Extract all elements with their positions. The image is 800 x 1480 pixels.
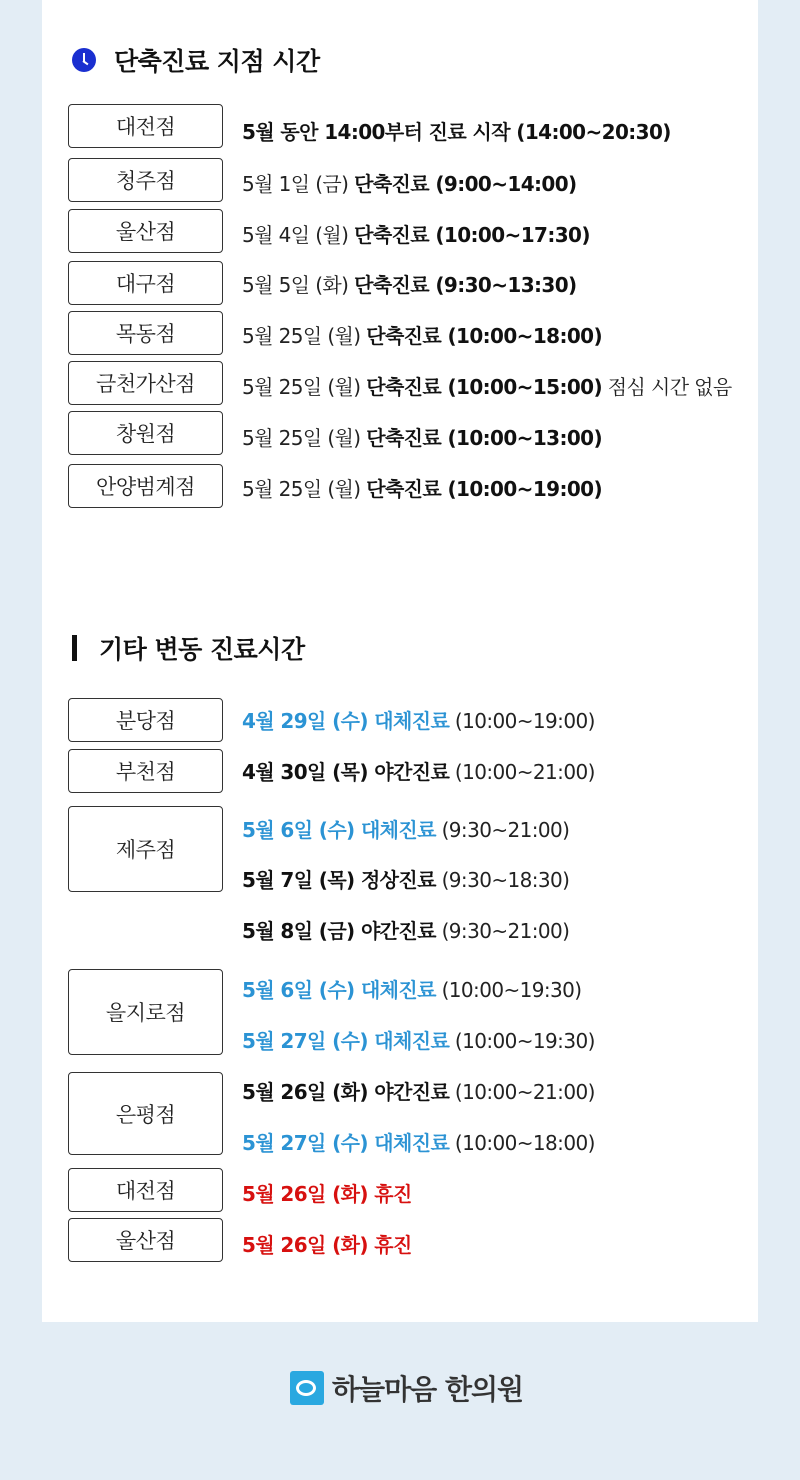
schedule-hours: 단축진료 (10:00~13:00) [366,426,603,450]
change-label: 5월 27일 (수) 대체진료 [242,1131,450,1155]
branch-jeju: 제주점 [68,806,223,892]
branch-bucheon: 부천점 [68,749,223,793]
branch-eunpyeong: 은평점 [68,1072,223,1155]
branch-mokdong: 목동점 [68,311,223,355]
change-line [242,1127,595,1156]
schedule-date: 5월 1일 (금) [242,172,355,196]
branch-changwon: 창원점 [68,411,223,455]
schedule-hours: 단축진료 (10:00~15:00) [366,375,603,399]
change-hours: (10:00~21:00) [449,1080,595,1104]
closure-label: 5월 26일 (화) 휴진 [242,1233,412,1257]
schedule-line [242,168,577,197]
hanul-logo-icon [290,1371,324,1405]
change-line [242,1178,412,1207]
schedule-line [242,219,590,248]
branch-daegu: 대구점 [68,261,223,305]
section-title-other-changes [72,630,305,666]
schedule-line [242,269,577,298]
schedule-line [242,320,602,349]
schedule-text: 5월 동안 14:00부터 진료 시작 (14:00~20:30) [242,120,671,144]
change-line [242,1025,595,1054]
schedule-date: 5월 4일 (월) [242,223,355,247]
section-title-text: 기타 변동 진료시간 [99,635,305,664]
change-label: 5월 27일 (수) 대체진료 [242,1029,450,1053]
change-label: 5월 6일 (수) 대체진료 [242,818,436,842]
change-hours: (9:30~21:00) [435,818,570,842]
change-line [242,1229,412,1258]
schedule-line [242,473,602,502]
branch-ulsan: 울산점 [68,209,223,253]
closure-label: 5월 26일 (화) 휴진 [242,1182,412,1206]
branch-cheongju: 청주점 [68,158,223,202]
schedule-line [242,116,671,145]
schedule-hours: 단축진료 (9:30~13:30) [354,273,577,297]
change-label: 5월 8일 (금) 야간진료 [242,919,436,943]
change-line [242,705,595,734]
schedule-hours: 단축진료 (10:00~18:00) [366,324,603,348]
schedule-line [242,422,602,451]
branch-daejeon: 대전점 [68,104,223,148]
change-hours: (10:00~19:30) [449,1029,595,1053]
change-label: 4월 29일 (수) 대체진료 [242,709,450,733]
schedule-hours: 단축진료 (9:00~14:00) [354,172,577,196]
footer-brand [290,1368,523,1408]
branch-anyang-beomgye: 안양범계점 [68,464,223,508]
section-title-text: 단축진료 지점 시간 [114,47,320,76]
change-label: 4월 30일 (목) 야간진료 [242,760,450,784]
change-line [242,974,581,1003]
schedule-date: 5월 25일 (월) [242,324,367,348]
schedule-date: 5월 25일 (월) [242,477,367,501]
schedule-date: 5월 5일 (화) [242,273,355,297]
title-bar-marker [72,635,77,661]
branch-ulsan-2: 울산점 [68,1218,223,1262]
change-line [242,864,569,893]
schedule-line [242,371,732,400]
schedule-date: 5월 25일 (월) [242,375,367,399]
branch-geumcheon-gasan: 금천가산점 [68,361,223,405]
schedule-date: 5월 25일 (월) [242,426,367,450]
change-label: 5월 6일 (수) 대체진료 [242,978,436,1002]
change-line [242,756,595,785]
branch-daejeon-2: 대전점 [68,1168,223,1212]
change-hours: (10:00~21:00) [449,760,595,784]
change-line [242,915,569,944]
schedule-hours: 단축진료 (10:00~19:00) [366,477,603,501]
brand-name: 하늘마음 한의원 [332,1373,524,1406]
branch-bundang: 분당점 [68,698,223,742]
change-label: 5월 26일 (화) 야간진료 [242,1080,450,1104]
schedule-hours: 단축진료 (10:00~17:30) [354,223,590,247]
change-line [242,814,569,843]
change-hours: (10:00~18:00) [449,1131,595,1155]
change-hours: (9:30~21:00) [435,919,570,943]
change-hours: (10:00~19:00) [449,709,595,733]
change-hours: (10:00~19:30) [435,978,582,1002]
schedule-note: 점심 시간 없음 [602,375,732,399]
change-label: 5월 7일 (목) 정상진료 [242,868,436,892]
branch-euljiro: 을지로점 [68,969,223,1055]
change-hours: (9:30~18:30) [435,868,570,892]
change-line [242,1076,595,1105]
clock-icon [72,48,96,72]
section-title-reduced-hours [72,42,320,78]
